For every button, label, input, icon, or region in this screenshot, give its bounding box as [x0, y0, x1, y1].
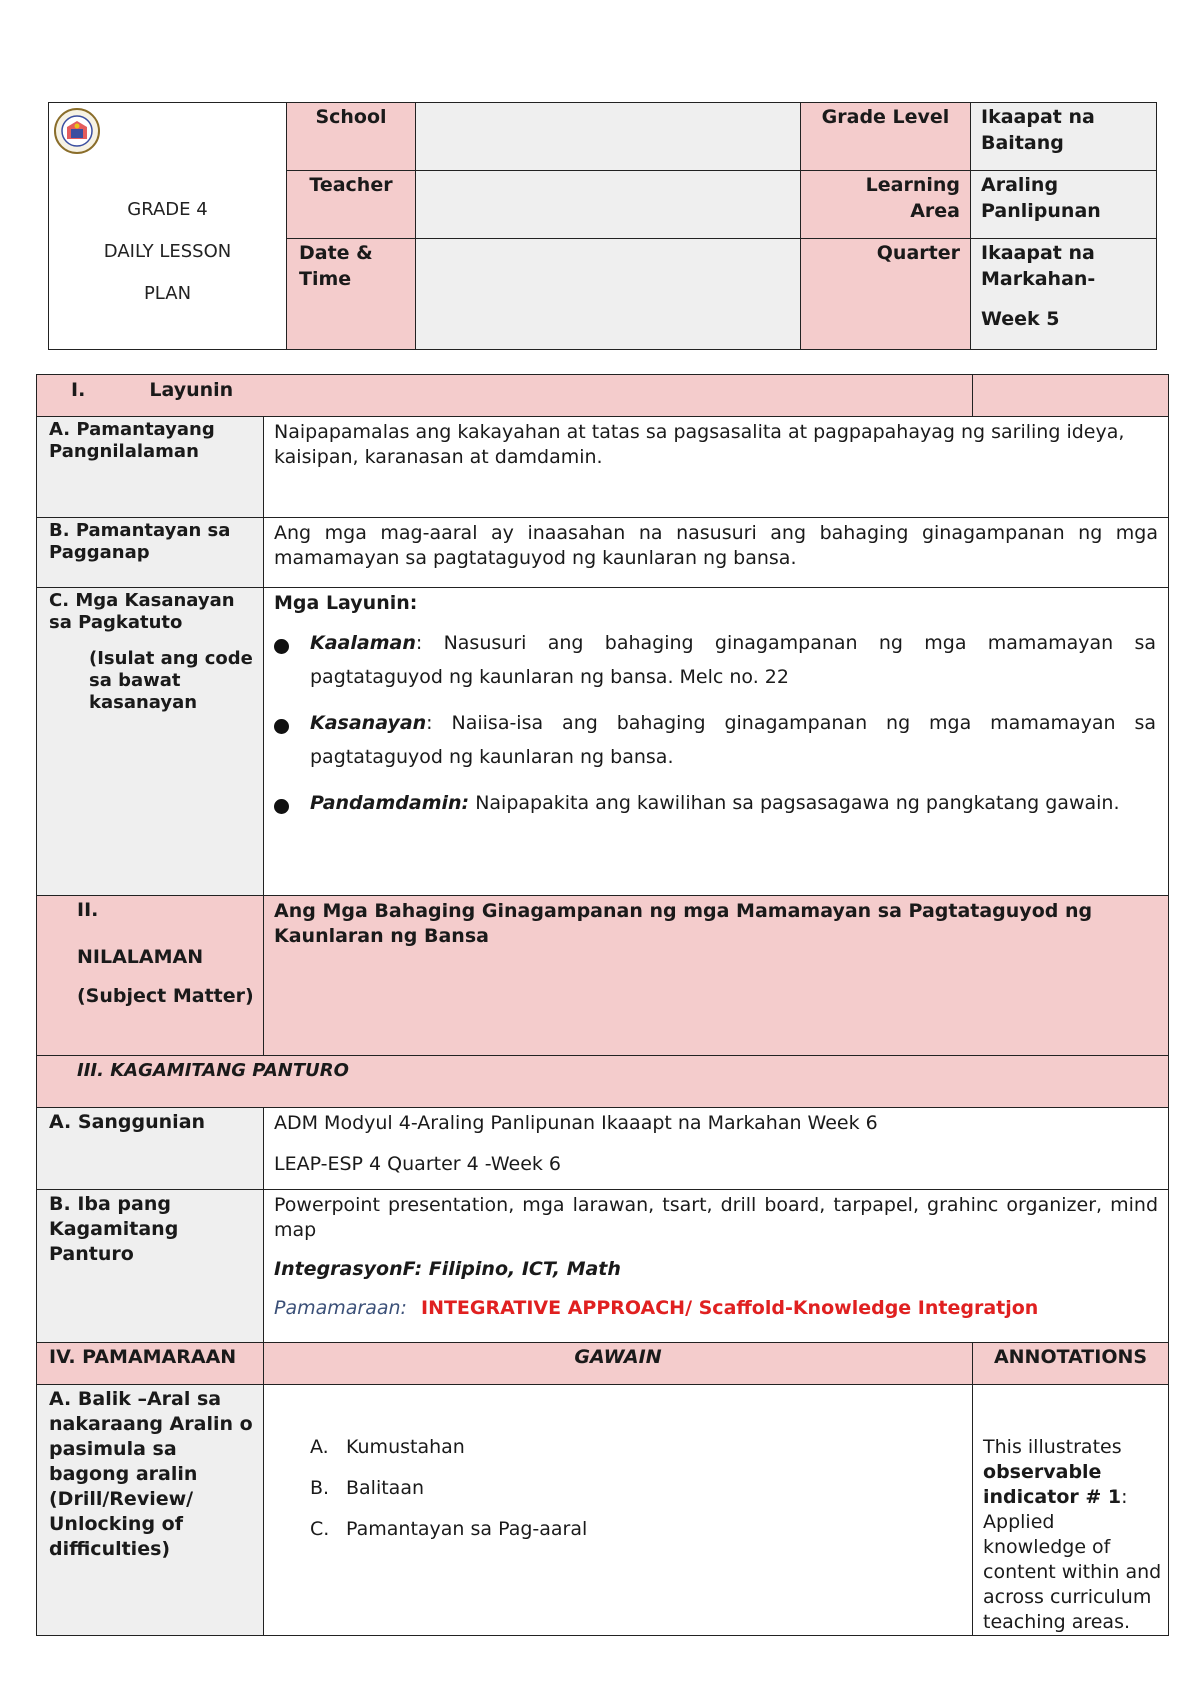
- sanggunian-line-1: ADM Modyul 4-Araling Panlipunan Ikaaapt na Markahan Week 6: [274, 1112, 878, 1134]
- grade-level-label: Grade Level: [801, 103, 971, 171]
- quarter-week: Week 5: [981, 308, 1060, 330]
- objectives-title: Mga Layunin:: [274, 592, 418, 614]
- quarter-label: Quarter: [801, 239, 971, 350]
- datetime-field[interactable]: [416, 239, 801, 350]
- kasanayan-label: C. Mga Kasanayan sa Pagkatuto: [49, 590, 235, 633]
- annotation-post: : Applied knowledge of content within and across curriculum teaching areas.: [983, 1486, 1162, 1633]
- materials-text: Powerpoint presentation, mga larawan, tsart, drill board, tarpapel, grahinc organizer, mind map: [274, 1194, 1159, 1241]
- annotation-pre: This illustrates: [983, 1436, 1122, 1458]
- sanggunian-line-2: LEAP-ESP 4 Quarter 4 -Week 6: [274, 1153, 562, 1175]
- grade-level-value: Ikaapat na Baitang: [971, 103, 1157, 171]
- method-value: INTEGRATIVE APPROACH/ Scaffold-Knowledge Integratjon: [421, 1297, 1039, 1319]
- section-2-number: II.: [77, 899, 99, 921]
- header-table: [48, 102, 1157, 350]
- section-2-label-cell: [37, 896, 264, 1056]
- section-4-title: IV. PAMAMARAAN: [37, 1343, 264, 1385]
- annotations-header: ANNOTATIONS: [973, 1343, 1169, 1385]
- method-label: Pamamaraan:: [274, 1297, 407, 1319]
- annotation-indicator: observable indicator # 1: [983, 1461, 1122, 1508]
- pamantayang-pangnilalaman-text: Naipapamalas ang kakayahan at tatas sa pagsasalita at pagpapahayag ng sariling ideya, kaisipan, karanasan at damdamin.: [264, 417, 1169, 518]
- integration-text: IntegrasyonF: Filipino, ICT, Math: [274, 1258, 621, 1280]
- objectives-list: [274, 626, 1156, 820]
- section-1-number: I.: [71, 379, 86, 401]
- learning-area-label: Learning Area: [801, 171, 971, 239]
- objective-item: Pandamdamin: Naipapakita ang kawilihan sa pagsasagawa ng pangkatang gawain.: [310, 786, 1156, 820]
- pamantayang-pangnilalaman-label: A. Pamantayang Pangnilalaman: [37, 417, 264, 518]
- school-label: School: [287, 103, 416, 171]
- learning-area-value: Araling Panlipunan: [971, 171, 1157, 239]
- annotation-cell: [973, 1385, 1169, 1636]
- sanggunian-cell: [264, 1108, 1169, 1190]
- balik-aral-label: A. Balik –Aral sa nakaraang Aralin o pasimula sa bagong aralin (Drill/Review/ Unlocking of difficulties): [37, 1385, 264, 1636]
- grade-label: GRADE 4: [127, 199, 208, 220]
- balik-aral-activities: [264, 1385, 973, 1636]
- objective-item: Kaalaman: Nasusuri ang bahaging ginagampanan ng mga mamamayan sa pagtataguyod ng kaunlaran ng bansa. Melc no. 22: [310, 626, 1156, 694]
- sanggunian-label: A. Sanggunian: [37, 1108, 264, 1190]
- objectives-cell: [264, 588, 1169, 896]
- pamantayan-sa-pagganap-label: B. Pamantayan sa Pagganap: [37, 518, 264, 588]
- lesson-plan-table: [36, 374, 1169, 1636]
- objective-item: Kasanayan: Naiisa-isa ang bahaging ginagampanan ng mga mamamayan sa pagtataguyod ng kaunlaran ng bansa.: [310, 706, 1156, 774]
- activity-item: A. Kumustahan: [310, 1436, 465, 1458]
- iba-pang-kagamitan-label: B. Iba pang Kagamitang Panturo: [37, 1190, 264, 1343]
- datetime-label: Date & Time: [287, 239, 416, 350]
- iba-pang-kagamitan-cell: [264, 1190, 1169, 1343]
- quarter-text: Ikaapat na Markahan-: [981, 242, 1096, 290]
- section-1-header: [37, 375, 973, 417]
- section-1-annotation: [973, 375, 1169, 417]
- pamantayan-sa-pagganap-text: Ang mga mag-aaral ay inaasahan na nasusuri ang bahaging ginagampanan ng mga mamamayan sa pagtataguyod ng kaunlaran ng bansa.: [264, 518, 1169, 588]
- teacher-label: Teacher: [287, 171, 416, 239]
- kasanayan-label-cell: [37, 588, 264, 896]
- section-2-content: Ang Mga Bahaging Ginagampanan ng mga Mamamayan sa Pagtataguyod ng Kaunlaran ng Bansa: [264, 896, 1169, 1056]
- method-line: [274, 1296, 1158, 1321]
- quarter-value: [971, 239, 1157, 350]
- section-2-title: NILALAMAN: [77, 946, 204, 968]
- logo-cell: [49, 103, 287, 350]
- section-2-sub: (Subject Matter): [77, 985, 254, 1007]
- section-3-title: III. KAGAMITANG PANTURO: [37, 1056, 1169, 1108]
- dlp-label-line2: PLAN: [143, 283, 192, 304]
- activity-list: [274, 1427, 962, 1550]
- gawain-header: GAWAIN: [264, 1343, 973, 1385]
- deped-seal-icon: [53, 107, 101, 155]
- activity-item: B. Balitaan: [310, 1477, 425, 1499]
- teacher-field[interactable]: [416, 171, 801, 239]
- kasanayan-note: (Isulat ang code sa bawat kasanayan: [89, 648, 253, 713]
- section-1-title: Layunin: [149, 379, 234, 401]
- activity-item: C. Pamantayan sa Pag-aaral: [310, 1518, 588, 1540]
- school-field[interactable]: [416, 103, 801, 171]
- dlp-label-line1: DAILY LESSON: [103, 241, 232, 262]
